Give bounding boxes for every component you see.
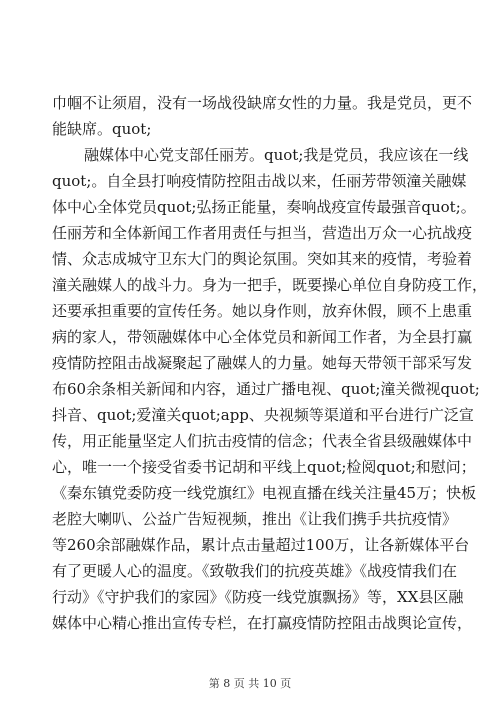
paragraph-start-line: 融媒体中心党支部任丽芳。quot;我是党员，我应该在一线	[84, 146, 469, 164]
text-line: 老腔大喇叭、公益广告短视频，推出《让我们携手共抗疫情》	[52, 510, 458, 528]
text-line: 巾帼不让须眉，没有一场战役缺席女性的力量。我是党员，更不	[52, 94, 473, 112]
text-line: 还要承担重要的宣传任务。她以身作则，放弃休假，顾不上患重	[52, 302, 473, 320]
text-line: 等260余部融媒作品，累计点击量超过100万，让各新媒体平台	[52, 536, 470, 554]
text-line: 潼关融媒人的战斗力。身为一把手，既要操心单位自身防疫工作，	[52, 276, 488, 294]
text-line: quot;。自全县打响疫情防控阻击战以来，任丽芳带领潼关融媒	[52, 172, 467, 190]
text-line: 行动》《守护我们的家园》《防疫一线党旗飘扬》等，XX县区融	[52, 588, 464, 606]
text-line: 抖音、quot;爱潼关quot;app、央视频等渠道和平台进行广泛宣	[52, 406, 474, 424]
text-line: 体中心全体党员quot;弘扬正能量，奏响战疫宣传最强音quot;。	[52, 198, 476, 216]
text-line: 能缺席。quot;	[52, 120, 152, 138]
page-number-footer: 第 8 页 共 10 页	[208, 677, 292, 690]
text-line: 媒体中心精心推出宣传专栏，在打赢疫情防控阻击战舆论宣传，	[52, 614, 473, 632]
text-line: 疫情防控阻击战凝聚起了融媒人的力量。她每天带领干部采写发	[52, 354, 473, 372]
text-line: 心，唯一一个接受省委书记胡和平线上quot;检阅quot;和慰问；	[52, 458, 476, 476]
text-line: 任丽芳和全体新闻工作者用责任与担当，营造出万众一心抗战疫	[52, 224, 473, 242]
text-line: 情、众志成城守卫东大门的舆论氛围。突如其来的疫情，考验着	[52, 250, 473, 268]
text-line: 传，用正能量坚定人们抗击疫情的信念；代表全省县级融媒体中	[52, 432, 473, 450]
text-line: 《秦东镇党委防疫一线党旗红》电视直播在线关注量45万；快板	[52, 484, 477, 502]
text-line: 病的家人，带领融媒体中心全体党员和新闻工作者，为全县打赢	[52, 328, 473, 346]
body-text	[52, 90, 488, 636]
text-line: 布60余条相关新闻和内容，通过广播电视、quot;潼关微视quot;	[52, 380, 480, 398]
text-line: 有了更暖人心的温度。《致敬我们的抗疫英雄》《战疫情我们在	[52, 562, 458, 580]
